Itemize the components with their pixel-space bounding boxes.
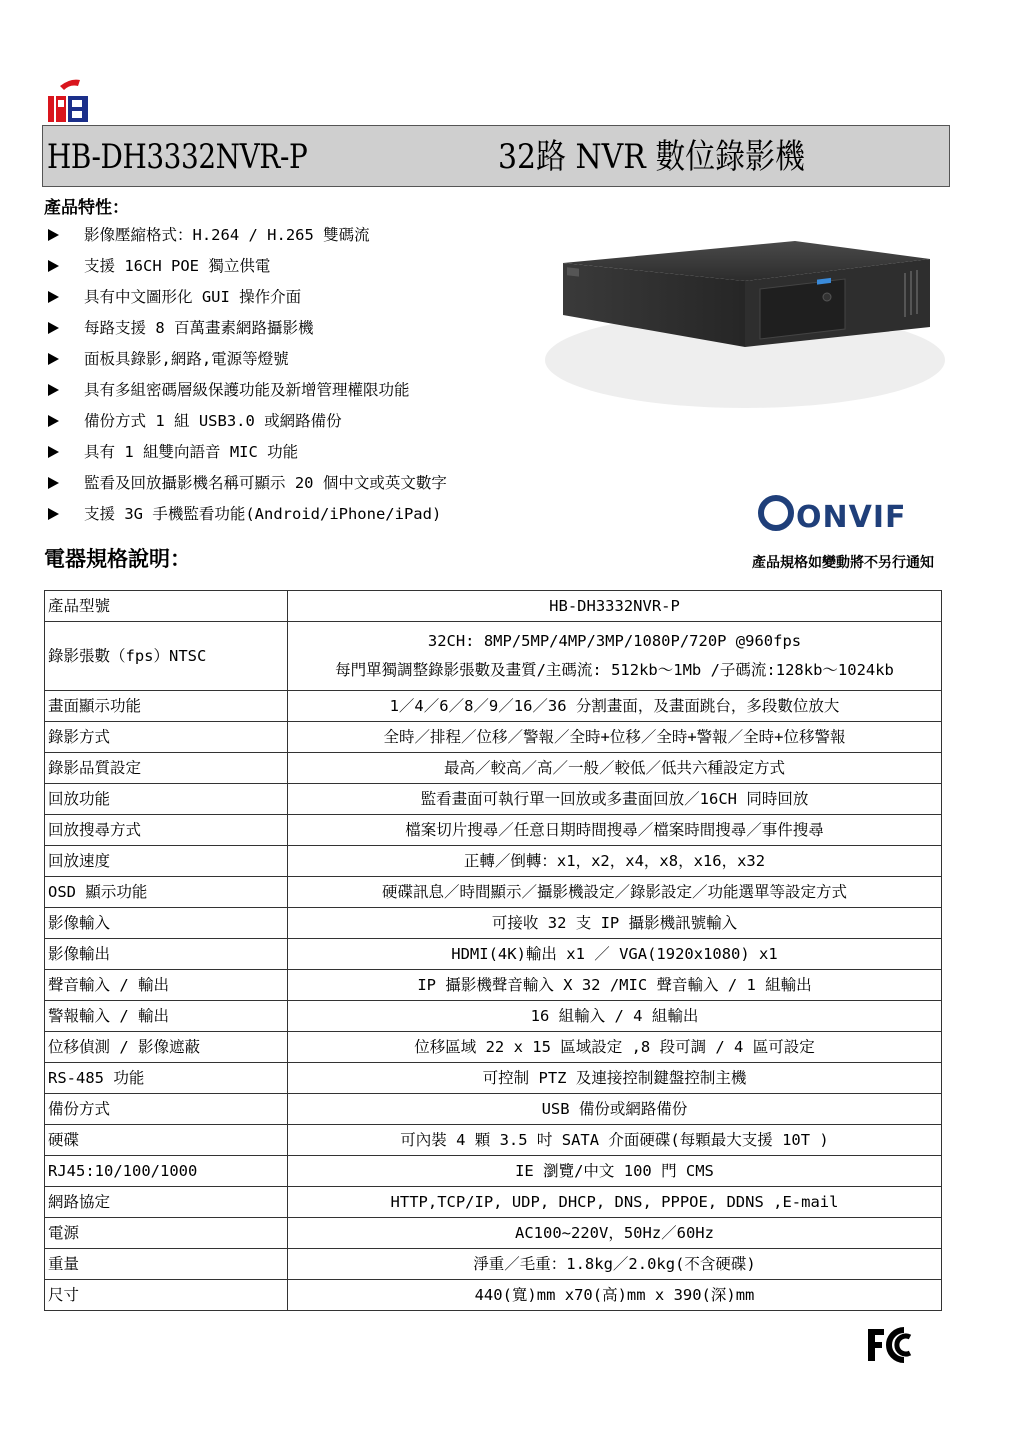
spec-label: 硬碟 [45,1125,288,1156]
spec-value: 監看畫面可執行單一回放或多畫面回放／16CH 同時回放 [288,784,942,815]
spec-value: HTTP,TCP/IP, UDP, DHCP, DNS, PPPOE, DDNS ,E-mail [288,1187,942,1218]
features-heading: 產品特性： [44,198,129,218]
table-row [45,1094,942,1125]
bullet-arrow-icon [48,229,59,241]
spec-value: 硬碟訊息／時間顯示／攝影機設定／錄影設定／功能選單等設定方式 [288,877,942,908]
spec-label: 影像輸入 [45,908,288,939]
spec-label: 重量 [45,1249,288,1280]
table-row [45,1218,942,1249]
spec-value: 32CH: 8MP/5MP/4MP/3MP/1080P/720P @960fps 每門單獨調整錄影張數及畫質/主碼流: 512kb～1Mb /子碼流:128kb～1024kb [288,622,942,691]
spec-label: 備份方式 [45,1094,288,1125]
spec-label: 回放功能 [45,784,288,815]
spec-label: 產品型號 [45,591,288,622]
brand-logo [46,78,90,124]
spec-value: IE 瀏覽/中文 100 門 CMS [288,1156,942,1187]
table-row [45,591,942,622]
table-row [45,622,942,691]
table-row [45,970,942,1001]
spec-label: 錄影張數（fps）NTSC [45,622,288,691]
spec-label: 位移偵測 / 影像遮蔽 [45,1032,288,1063]
table-row [45,722,942,753]
spec-value: 可接收 32 支 IP 攝影機訊號輸入 [288,908,942,939]
spec-value: IP 攝影機聲音輸入 X 32 /MIC 聲音輸入 / 1 組輸出 [288,970,942,1001]
spec-label: RJ45:10/100/1000 [45,1156,288,1187]
spec-label: 畫面顯示功能 [45,691,288,722]
spec-value: 可內裝 4 顆 3.5 吋 SATA 介面硬碟(每顆最大支援 10T ) [288,1125,942,1156]
nvr-device-image [545,235,950,410]
spec-label: RS-485 功能 [45,1063,288,1094]
feature-item: 影像壓縮格式：H.264 / H.265 雙碼流 [44,222,447,253]
table-row [45,877,942,908]
spec-value: 最高／較高／高／一般／較低／低共六種設定方式 [288,753,942,784]
bullet-arrow-icon [48,322,59,334]
spec-value: USB 備份或網路備份 [288,1094,942,1125]
feature-item: 支援 3G 手機監看功能(Android/iPhone/iPad) [44,501,447,532]
spec-label: 尺寸 [45,1280,288,1311]
spec-value: 1／4／6／8／9／16／36 分割畫面，及畫面跳台，多段數位放大 [288,691,942,722]
feature-item: 具有中文圖形化 GUI 操作介面 [44,284,447,315]
table-row [45,691,942,722]
feature-item: 監看及回放攝影機名稱可顯示 20 個中文或英文數字 [44,470,447,501]
bullet-arrow-icon [48,446,59,458]
spec-value: AC100~220V，50Hz／60Hz [288,1218,942,1249]
spec-value: 16 組輸入 / 4 組輸出 [288,1001,942,1032]
spec-label: 電源 [45,1218,288,1249]
feature-item: 具有 1 組雙向語音 MIC 功能 [44,439,447,470]
bullet-arrow-icon [48,477,59,489]
feature-item: 每路支援 8 百萬畫素網路攝影機 [44,315,447,346]
specs-note: 產品規格如變動將不另行通知 [752,555,934,571]
table-row [45,908,942,939]
model-title: HB-DH3332NVR-P [47,137,308,177]
bullet-arrow-icon [48,508,59,520]
spec-value: 位移區域 22 x 15 區域設定 ,8 段可調 / 4 區可設定 [288,1032,942,1063]
table-row [45,1001,942,1032]
bullet-arrow-icon [48,260,59,272]
table-row [45,1032,942,1063]
product-title: 32路 NVR 數位錄影機 [498,137,805,177]
onvif-logo-text: ONVIF [796,500,907,535]
spec-table [44,590,942,1311]
table-row [45,846,942,877]
feature-item: 面板具錄影,網路,電源等燈號 [44,346,447,377]
spec-label: 影像輸出 [45,939,288,970]
table-row [45,1063,942,1094]
spec-value: 全時／排程／位移／警報／全時+位移／全時+警報／全時+位移警報 [288,722,942,753]
title-bar [42,125,950,187]
table-row [45,815,942,846]
spec-label: 回放速度 [45,846,288,877]
bullet-arrow-icon [48,415,59,427]
spec-label: OSD 顯示功能 [45,877,288,908]
feature-item: 具有多組密碼層級保護功能及新增管理權限功能 [44,377,447,408]
spec-label: 網路協定 [45,1187,288,1218]
spec-value: 淨重／毛重：1.8kg／2.0kg(不含硬碟) [288,1249,942,1280]
fcc-logo [866,1327,922,1363]
spec-label: 聲音輸入 / 輸出 [45,970,288,1001]
spec-label: 回放搜尋方式 [45,815,288,846]
feature-item: 備份方式 1 組 USB3.0 或網路備份 [44,408,447,439]
spec-value: HB-DH3332NVR-P [288,591,942,622]
feature-item: 支援 16CH POE 獨立供電 [44,253,447,284]
spec-value: 檔案切片搜尋／任意日期時間搜尋／檔案時間搜尋／事件搜尋 [288,815,942,846]
spec-value: HDMI(4K)輸出 x1 ／ VGA(1920x1080) x1 [288,939,942,970]
table-row [45,753,942,784]
spec-label: 錄影品質設定 [45,753,288,784]
spec-label: 錄影方式 [45,722,288,753]
specs-heading: 電器規格說明： [44,547,191,571]
table-row [45,1187,942,1218]
table-row [45,784,942,815]
bullet-arrow-icon [48,353,59,365]
bullet-arrow-icon [48,384,59,396]
spec-value: 440(寬)mm x70(高)mm x 390(深)mm [288,1280,942,1311]
table-row [45,1156,942,1187]
spec-value: 正轉／倒轉：x1，x2，x4，x8，x16，x32 [288,846,942,877]
spec-value: 可控制 PTZ 及連接控制鍵盤控制主機 [288,1063,942,1094]
features-list [44,222,447,532]
table-row [45,1125,942,1156]
table-row [45,939,942,970]
table-row [45,1280,942,1311]
bullet-arrow-icon [48,291,59,303]
spec-label: 警報輸入 / 輸出 [45,1001,288,1032]
table-row [45,1249,942,1280]
onvif-logo [756,491,912,535]
